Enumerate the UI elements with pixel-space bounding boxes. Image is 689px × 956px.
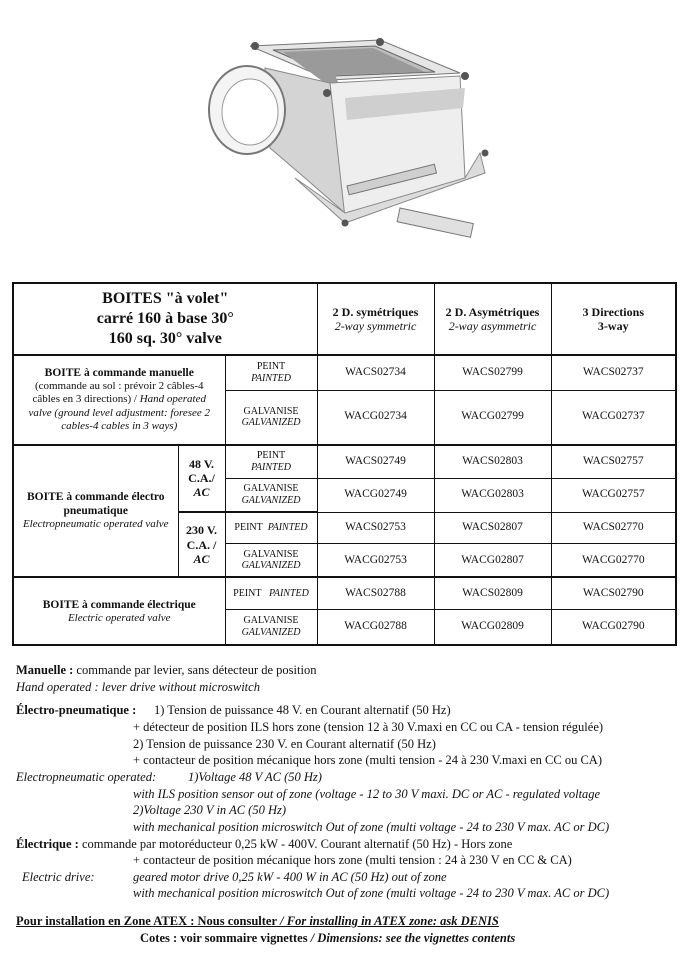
code-cell: WACG02734 (317, 390, 434, 444)
painted-label: PAINTED (269, 587, 309, 599)
electropneumatic-valve-cell (13, 445, 178, 578)
ep-line-1: 1) Tension de puissance 48 V. en Courant alternatif (50 Hz) (154, 703, 451, 717)
code-cell: WACS02807 (434, 512, 551, 544)
epo-label: Electropneumatic operated: (16, 770, 157, 784)
col1-en: 2-way symmetric (334, 318, 417, 333)
galvanise-label: GALVANISE (243, 483, 299, 495)
code-cell: WACS02749 (317, 445, 434, 479)
code-cell: WACG02807 (434, 544, 551, 578)
finish-painted (225, 445, 317, 479)
v48-line-2: C.A./ (188, 471, 215, 486)
el-line-2: + contacteur de position mécanique hors zone (multi tension : 24 à 230 V en CC & CA) (133, 853, 572, 867)
ed-line-2: with mechanical position microswitch Out of zone (multi voltage - 24 to 230 V max. AC or DC) (133, 886, 610, 900)
table-header-row (13, 283, 676, 355)
note-electrique (16, 837, 512, 852)
epo-line-1: 1)Voltage 48 V AC (50 Hz) (188, 770, 322, 784)
table-row (13, 355, 676, 391)
col-header-3way (551, 283, 676, 355)
finish-galvanized (225, 609, 317, 645)
ed-line-1: geared motor drive 0,25 kW - 400 W in AC (50 Hz) out of zone (133, 870, 447, 884)
ep-line-2: + détecteur de position ILS hors zone (tension 12 à 30 V.maxi en CC ou CA - tension régulée) (133, 720, 604, 734)
el-line-1: commande par motoréducteur 0,25 kW - 400V. Courant alternatif (50 Hz) - Hors zone (78, 837, 513, 851)
peint-label: PEINT (256, 450, 286, 462)
painted-label: PAINTED (251, 372, 291, 384)
code-cell: WACG02757 (551, 478, 676, 512)
col3-fr: 3 Directions (582, 304, 644, 319)
manual-desc-4: cables-4 cables in 3 ways) (61, 419, 178, 432)
code-cell: WACG02803 (434, 478, 551, 512)
manual-desc-1: (commande au sol : prévoir 2 câbles-4 (34, 379, 204, 392)
table-row (13, 577, 676, 609)
hand-text: : lever drive without microswitch (91, 680, 260, 694)
electropneu-en: Electropneumatic operated valve (22, 518, 169, 531)
product-image (195, 28, 510, 260)
table-row (13, 445, 676, 479)
electropneu-title: BOITE à commande électro pneumatique (27, 491, 165, 518)
code-cell: WACG02753 (317, 544, 434, 578)
manual-desc-3: valve (ground level adjustment: foresee 2 (28, 406, 211, 419)
v48-line-3: AC (193, 485, 210, 500)
table-title (13, 283, 317, 355)
manuelle-label: Manuelle : (16, 663, 74, 677)
manual-valve-cell (13, 355, 225, 445)
v230-line-2: C.A. / (186, 537, 217, 552)
ep-line-3: 2) Tension de puissance 230 V. en Courant alternatif (50 Hz) (133, 737, 436, 751)
code-cell: WACG02737 (551, 390, 676, 444)
code-cell: WACS02790 (551, 577, 676, 609)
finish-galvanized (225, 544, 317, 578)
finish-galvanized (225, 478, 317, 512)
galvanise-label: GALVANISE (243, 548, 299, 560)
product-code-table (12, 282, 677, 646)
cotes-fr: Cotes : voir sommaire vignettes (140, 931, 308, 945)
electric-valve-cell (13, 577, 225, 645)
v48-line-1: 48 V. (189, 456, 214, 471)
galvanise-label: GALVANISE (243, 615, 299, 627)
v230-line-1: 230 V. (186, 523, 217, 538)
code-cell: WACS02734 (317, 355, 434, 391)
finish-galvanized (225, 390, 317, 444)
code-cell: WACS02788 (317, 577, 434, 609)
finish-painted (225, 577, 317, 609)
hand-label: Hand operated (16, 680, 92, 694)
code-cell: WACG02788 (317, 609, 434, 645)
manuelle-text: commande par levier, sans détecteur de position (73, 663, 317, 677)
col1-fr: 2 D. symétriques (332, 304, 419, 319)
col-header-asymmetric (434, 283, 551, 355)
cotes-en: / Dimensions: see the vignettes contents (307, 931, 516, 945)
col-header-symmetric (317, 283, 434, 355)
note-manuelle (16, 663, 316, 678)
v230-line-3: AC (193, 551, 210, 566)
galvanise-label: GALVANISE (243, 405, 299, 417)
atex-fr: Pour installation en Zone ATEX : Nous consulter (16, 914, 278, 928)
code-cell: WACG02799 (434, 390, 551, 444)
finish-painted (225, 512, 317, 544)
code-cell: WACS02737 (551, 355, 676, 391)
col3-en: 3-way (597, 318, 629, 333)
code-cell: WACS02770 (551, 512, 676, 544)
epo-line-2: with ILS position sensor out of zone (voltage - 12 to 30 V maxi. DC or AC - regulated voltage (133, 787, 601, 801)
ep-line-4: + contacteur de position mécanique hors zone (multi tension - 24 à 230 V.maxi en CC ou CA) (133, 753, 603, 767)
code-cell: WACG02749 (317, 478, 434, 512)
code-cell: WACS02799 (434, 355, 551, 391)
manual-desc-2: câbles en 3 directions) / (32, 393, 140, 406)
col2-en: 2-way asymmetric (448, 318, 537, 333)
peint-label: PEINT (233, 587, 262, 599)
ed-label: Electric drive: (22, 870, 95, 884)
electric-title: BOITE à commande électrique (42, 598, 196, 611)
title-line-1: BOITES "à volet" (102, 289, 229, 307)
painted-label: PAINTED (251, 461, 291, 473)
title-line-3: 160 sq. 30° valve (108, 329, 222, 347)
code-cell: WACG02770 (551, 544, 676, 578)
peint-label: PEINT (256, 361, 286, 373)
atex-note (16, 914, 499, 929)
galvanized-label: GALVANIZED (241, 494, 301, 506)
note-hand-operated (16, 680, 260, 695)
code-cell: WACS02809 (434, 577, 551, 609)
finish-painted (225, 355, 317, 391)
cotes-note (140, 931, 515, 946)
manual-desc-2-en: Hand operated (139, 393, 206, 406)
epo-line-4: with mechanical position microswitch Out of zone (multi voltage - 24 to 230 V max. AC or DC) (133, 820, 610, 834)
el-label: Électrique : (16, 837, 79, 851)
galvanized-label: GALVANIZED (241, 560, 301, 572)
ep-label: Électro-pneumatique : (16, 703, 137, 717)
epo-line-3: 2)Voltage 230 V in AC (50 Hz) (133, 803, 287, 817)
electric-en: Electric operated valve (67, 611, 171, 624)
code-cell: WACG02809 (434, 609, 551, 645)
manual-title: BOITE à commande manuelle (44, 366, 194, 379)
peint-label: PEINT (234, 522, 263, 534)
col2-fr: 2 D. Asymétriques (445, 304, 540, 319)
title-line-2: carré 160 à base 30° (96, 309, 234, 327)
atex-en: / For installing in ATEX zone: ask DENIS (277, 914, 499, 928)
code-cell: WACS02757 (551, 445, 676, 479)
code-cell: WACS02753 (317, 512, 434, 544)
voltage-48v-cell (178, 445, 225, 512)
galvanized-label: GALVANIZED (241, 626, 301, 638)
voltage-230v-cell (178, 512, 225, 577)
code-cell: WACG02790 (551, 609, 676, 645)
painted-label: PAINTED (267, 522, 308, 534)
galvanized-label: GALVANIZED (241, 417, 301, 429)
code-cell: WACS02803 (434, 445, 551, 479)
